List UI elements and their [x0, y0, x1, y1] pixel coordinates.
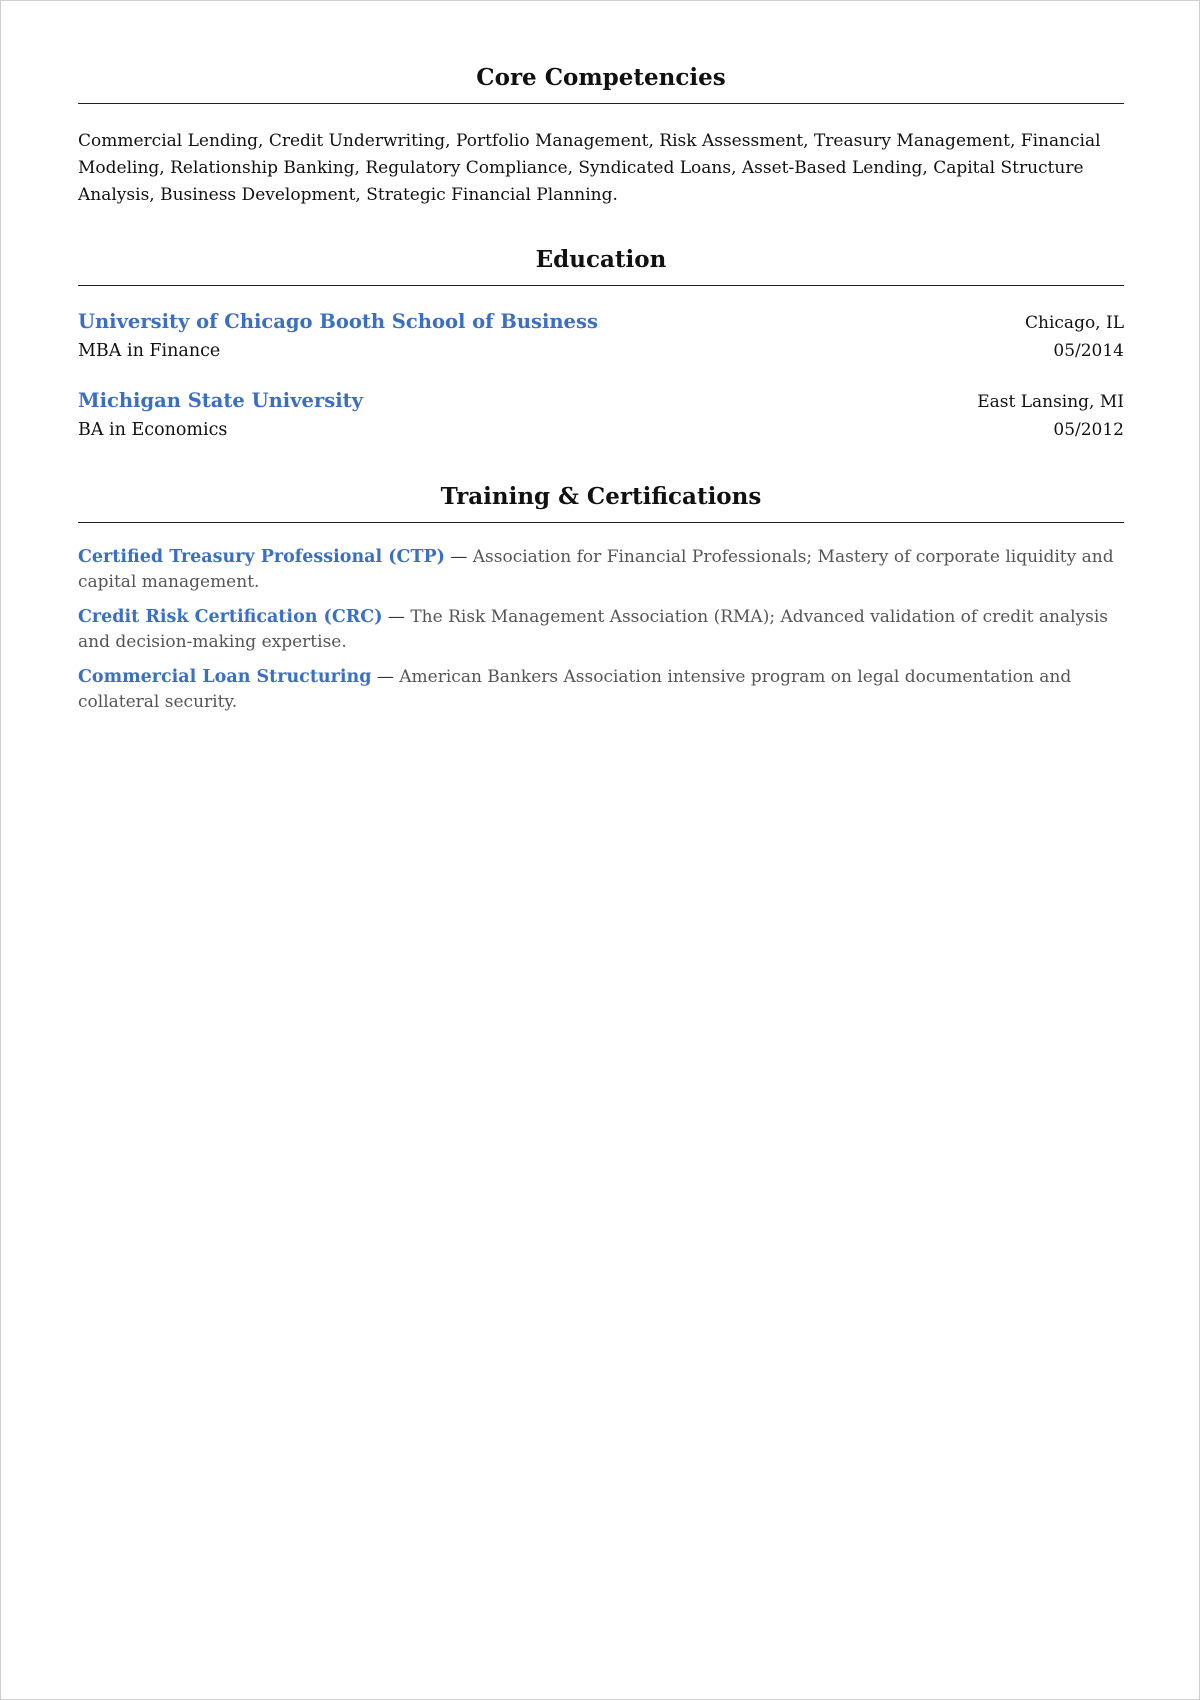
- training-section: [78, 482, 1124, 715]
- competencies-heading: Core Competencies: [78, 63, 1124, 104]
- certification-name: Credit Risk Certification (CRC): [78, 607, 383, 627]
- competencies-text: Commercial Lending, Credit Underwriting, Portfolio Management, Risk Assessment, Treasury Management, Financial Modeling, Relationship Banking, Regulatory Compliance, Syndicated Loans, Asset-Based Lending, Capital Structure Analysis, Business Development, Strategic Financial Planning.: [78, 131, 1101, 205]
- certification-separator: —: [371, 667, 400, 687]
- education-entry: [78, 308, 1124, 365]
- education-entry-details: [78, 337, 1124, 365]
- certification-item: [78, 545, 1124, 595]
- school-name: University of Chicago Booth School of Business: [78, 310, 598, 333]
- certification-separator: —: [444, 547, 473, 567]
- certification-description: Association for Financial Professionals; Mastery of corporate liquidity and capital management.: [78, 547, 1114, 592]
- graduation-date: 05/2012: [1053, 420, 1124, 440]
- training-heading: Training & Certifications: [78, 482, 1124, 523]
- certification-description: American Bankers Association intensive program on legal documentation and collateral security.: [78, 667, 1072, 712]
- graduation-date: 05/2014: [1053, 341, 1124, 361]
- certification-description: The Risk Management Association (RMA); Advanced validation of credit analysis and decision-making expertise.: [78, 607, 1109, 652]
- certification-separator: —: [382, 607, 411, 627]
- certification-item: [78, 665, 1124, 715]
- certification-name: Certified Treasury Professional (CTP): [78, 547, 445, 567]
- education-entry-header: [78, 387, 1124, 416]
- degree: MBA in Finance: [78, 341, 221, 361]
- education-entry-header: [78, 308, 1124, 337]
- resume-content: [78, 1, 1124, 725]
- degree: BA in Economics: [78, 420, 228, 440]
- certification-list: [78, 545, 1124, 715]
- education-entry: [78, 387, 1124, 444]
- education-entry-details: [78, 416, 1124, 444]
- competencies-section: [78, 63, 1124, 209]
- education-section: [78, 245, 1124, 444]
- school-name: Michigan State University: [78, 389, 363, 412]
- school-location: East Lansing, MI: [977, 392, 1124, 412]
- education-heading: Education: [78, 245, 1124, 286]
- certification-name: Commercial Loan Structuring: [78, 667, 372, 687]
- school-location: Chicago, IL: [1025, 313, 1124, 333]
- certification-item: [78, 605, 1124, 655]
